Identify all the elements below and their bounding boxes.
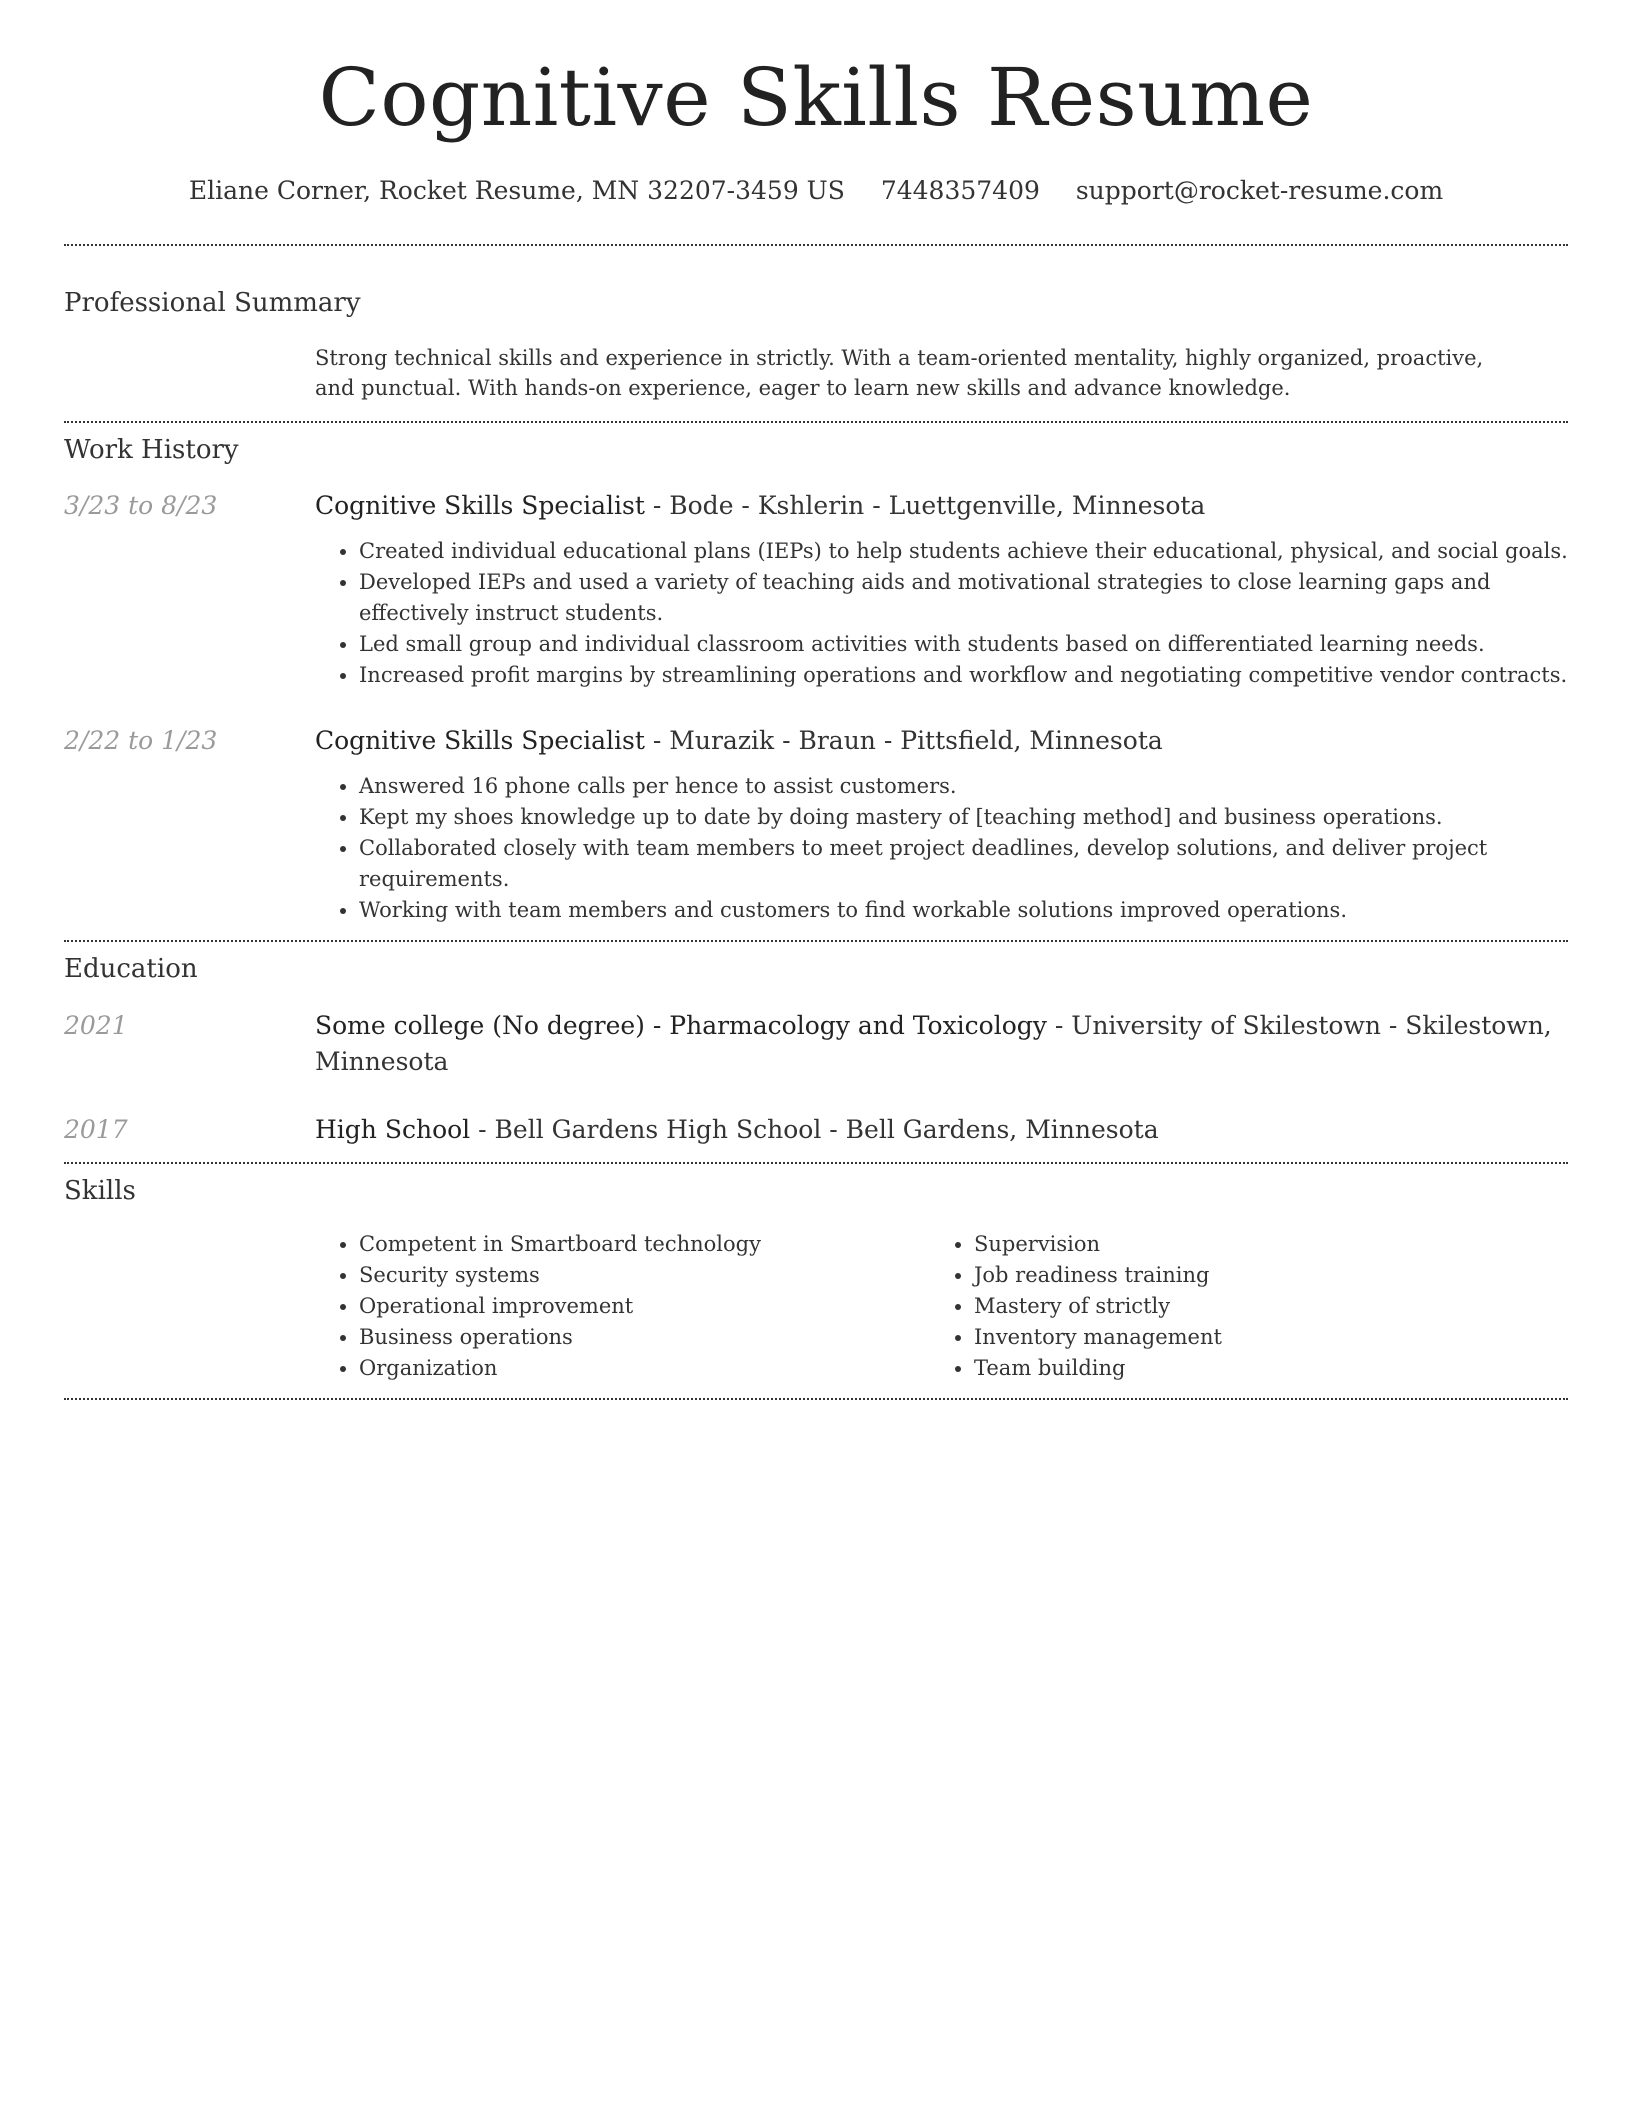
list-item: • Operational improvement xyxy=(359,1291,930,1322)
summary-heading: Professional Summary xyxy=(64,288,361,318)
list-item: • Business operations xyxy=(359,1322,930,1353)
skills-row xyxy=(64,1229,1568,1384)
list-item: • Competent in Smartboard technology xyxy=(359,1229,930,1260)
job-body xyxy=(315,488,1568,691)
list-item: • Answered 16 phone calls per hence to assist customers. xyxy=(359,771,1568,802)
divider xyxy=(64,940,1568,942)
education-details: - University of Skilestown - Skilestown, Minnesota xyxy=(315,1010,1552,1076)
contact-line xyxy=(64,176,1568,206)
contact-email: support@rocket-resume.com xyxy=(1075,176,1444,205)
education-heading-line xyxy=(315,1112,1568,1148)
list-item: • Job readiness training xyxy=(974,1260,1545,1291)
list-item: • Organization xyxy=(359,1353,930,1384)
list-item: • Created individual educational plans (IEPs) to help students achieve their educational, physical, and social goals. xyxy=(359,536,1568,567)
education-entry xyxy=(64,1112,1568,1148)
skills-list-left xyxy=(315,1229,930,1384)
job-body xyxy=(315,723,1568,926)
work-heading: Work History xyxy=(64,435,239,466)
education-details: - Bell Gardens High School - Bell Gardens, Minnesota xyxy=(470,1114,1159,1144)
summary-row xyxy=(64,343,1568,403)
summary-spacer xyxy=(64,343,315,403)
contact-phone: 7448357409 xyxy=(880,176,1040,205)
resume-page xyxy=(64,0,1568,1400)
list-item: • Security systems xyxy=(359,1260,930,1291)
divider xyxy=(64,421,1568,423)
divider xyxy=(64,1398,1568,1400)
education-year: 2017 xyxy=(64,1114,128,1144)
job-bullets xyxy=(315,536,1568,691)
skills-columns xyxy=(315,1229,1568,1384)
list-item: • Kept my shoes knowledge up to date by doing mastery of [teaching method] and business operations. xyxy=(359,802,1568,833)
skills-list-right xyxy=(930,1229,1545,1384)
job-heading xyxy=(315,723,1568,759)
job-dates: 3/23 to 8/23 xyxy=(64,491,218,521)
list-item: • Developed IEPs and used a variety of teaching aids and motivational strategies to close learning gaps and effectively instruct students. xyxy=(359,567,1568,629)
skills-heading: Skills xyxy=(64,1175,136,1206)
list-item: • Mastery of strictly xyxy=(974,1291,1545,1322)
job-title: Cognitive Skills Specialist xyxy=(315,491,645,521)
education-heading: Education xyxy=(64,954,198,985)
job-heading xyxy=(315,488,1568,524)
list-item: • Led small group and individual classroom activities with students based on differentiated learning needs. xyxy=(359,629,1568,660)
education-title: Some college (No degree) - Pharmacology and Toxicology xyxy=(315,1010,1047,1040)
education-year: 2021 xyxy=(64,1010,128,1040)
list-item: • Collaborated closely with team members to meet project deadlines, develop solutions, and deliver project requirements. xyxy=(359,833,1568,895)
education-entry xyxy=(64,1008,1568,1080)
job-dates: 2/22 to 1/23 xyxy=(64,726,218,756)
job-title: Cognitive Skills Specialist xyxy=(315,726,645,756)
job-entry xyxy=(64,723,1568,926)
list-item: • Supervision xyxy=(974,1229,1545,1260)
summary-text: Strong technical skills and experience in strictly. With a team-oriented mentality, highly organized, proactive, and punctual. With hands-on experience, eager to learn new skills and advance knowledge. xyxy=(315,346,1484,401)
job-details: - Bode - Kshlerin - Luettgenville, Minnesota xyxy=(644,491,1206,521)
divider xyxy=(64,1162,1568,1164)
education-heading-line xyxy=(315,1008,1568,1080)
education-title: High School xyxy=(315,1114,471,1144)
list-item: • Team building xyxy=(974,1353,1545,1384)
skills-spacer xyxy=(64,1229,315,1384)
page-title: Cognitive Skills Resume xyxy=(318,51,1314,144)
job-entry xyxy=(64,488,1568,691)
job-bullets xyxy=(315,771,1568,926)
job-details: - Murazik - Braun - Pittsfield, Minnesota xyxy=(644,726,1163,756)
list-item: • Increased profit margins by streamlining operations and workflow and negotiating competitive vendor contracts. xyxy=(359,660,1568,691)
divider xyxy=(64,244,1568,246)
list-item: • Working with team members and customers to find workable solutions improved operations. xyxy=(359,895,1568,926)
list-item: • Inventory management xyxy=(974,1322,1545,1353)
contact-address: Eliane Corner, Rocket Resume, MN 32207-3459 US xyxy=(188,176,845,205)
